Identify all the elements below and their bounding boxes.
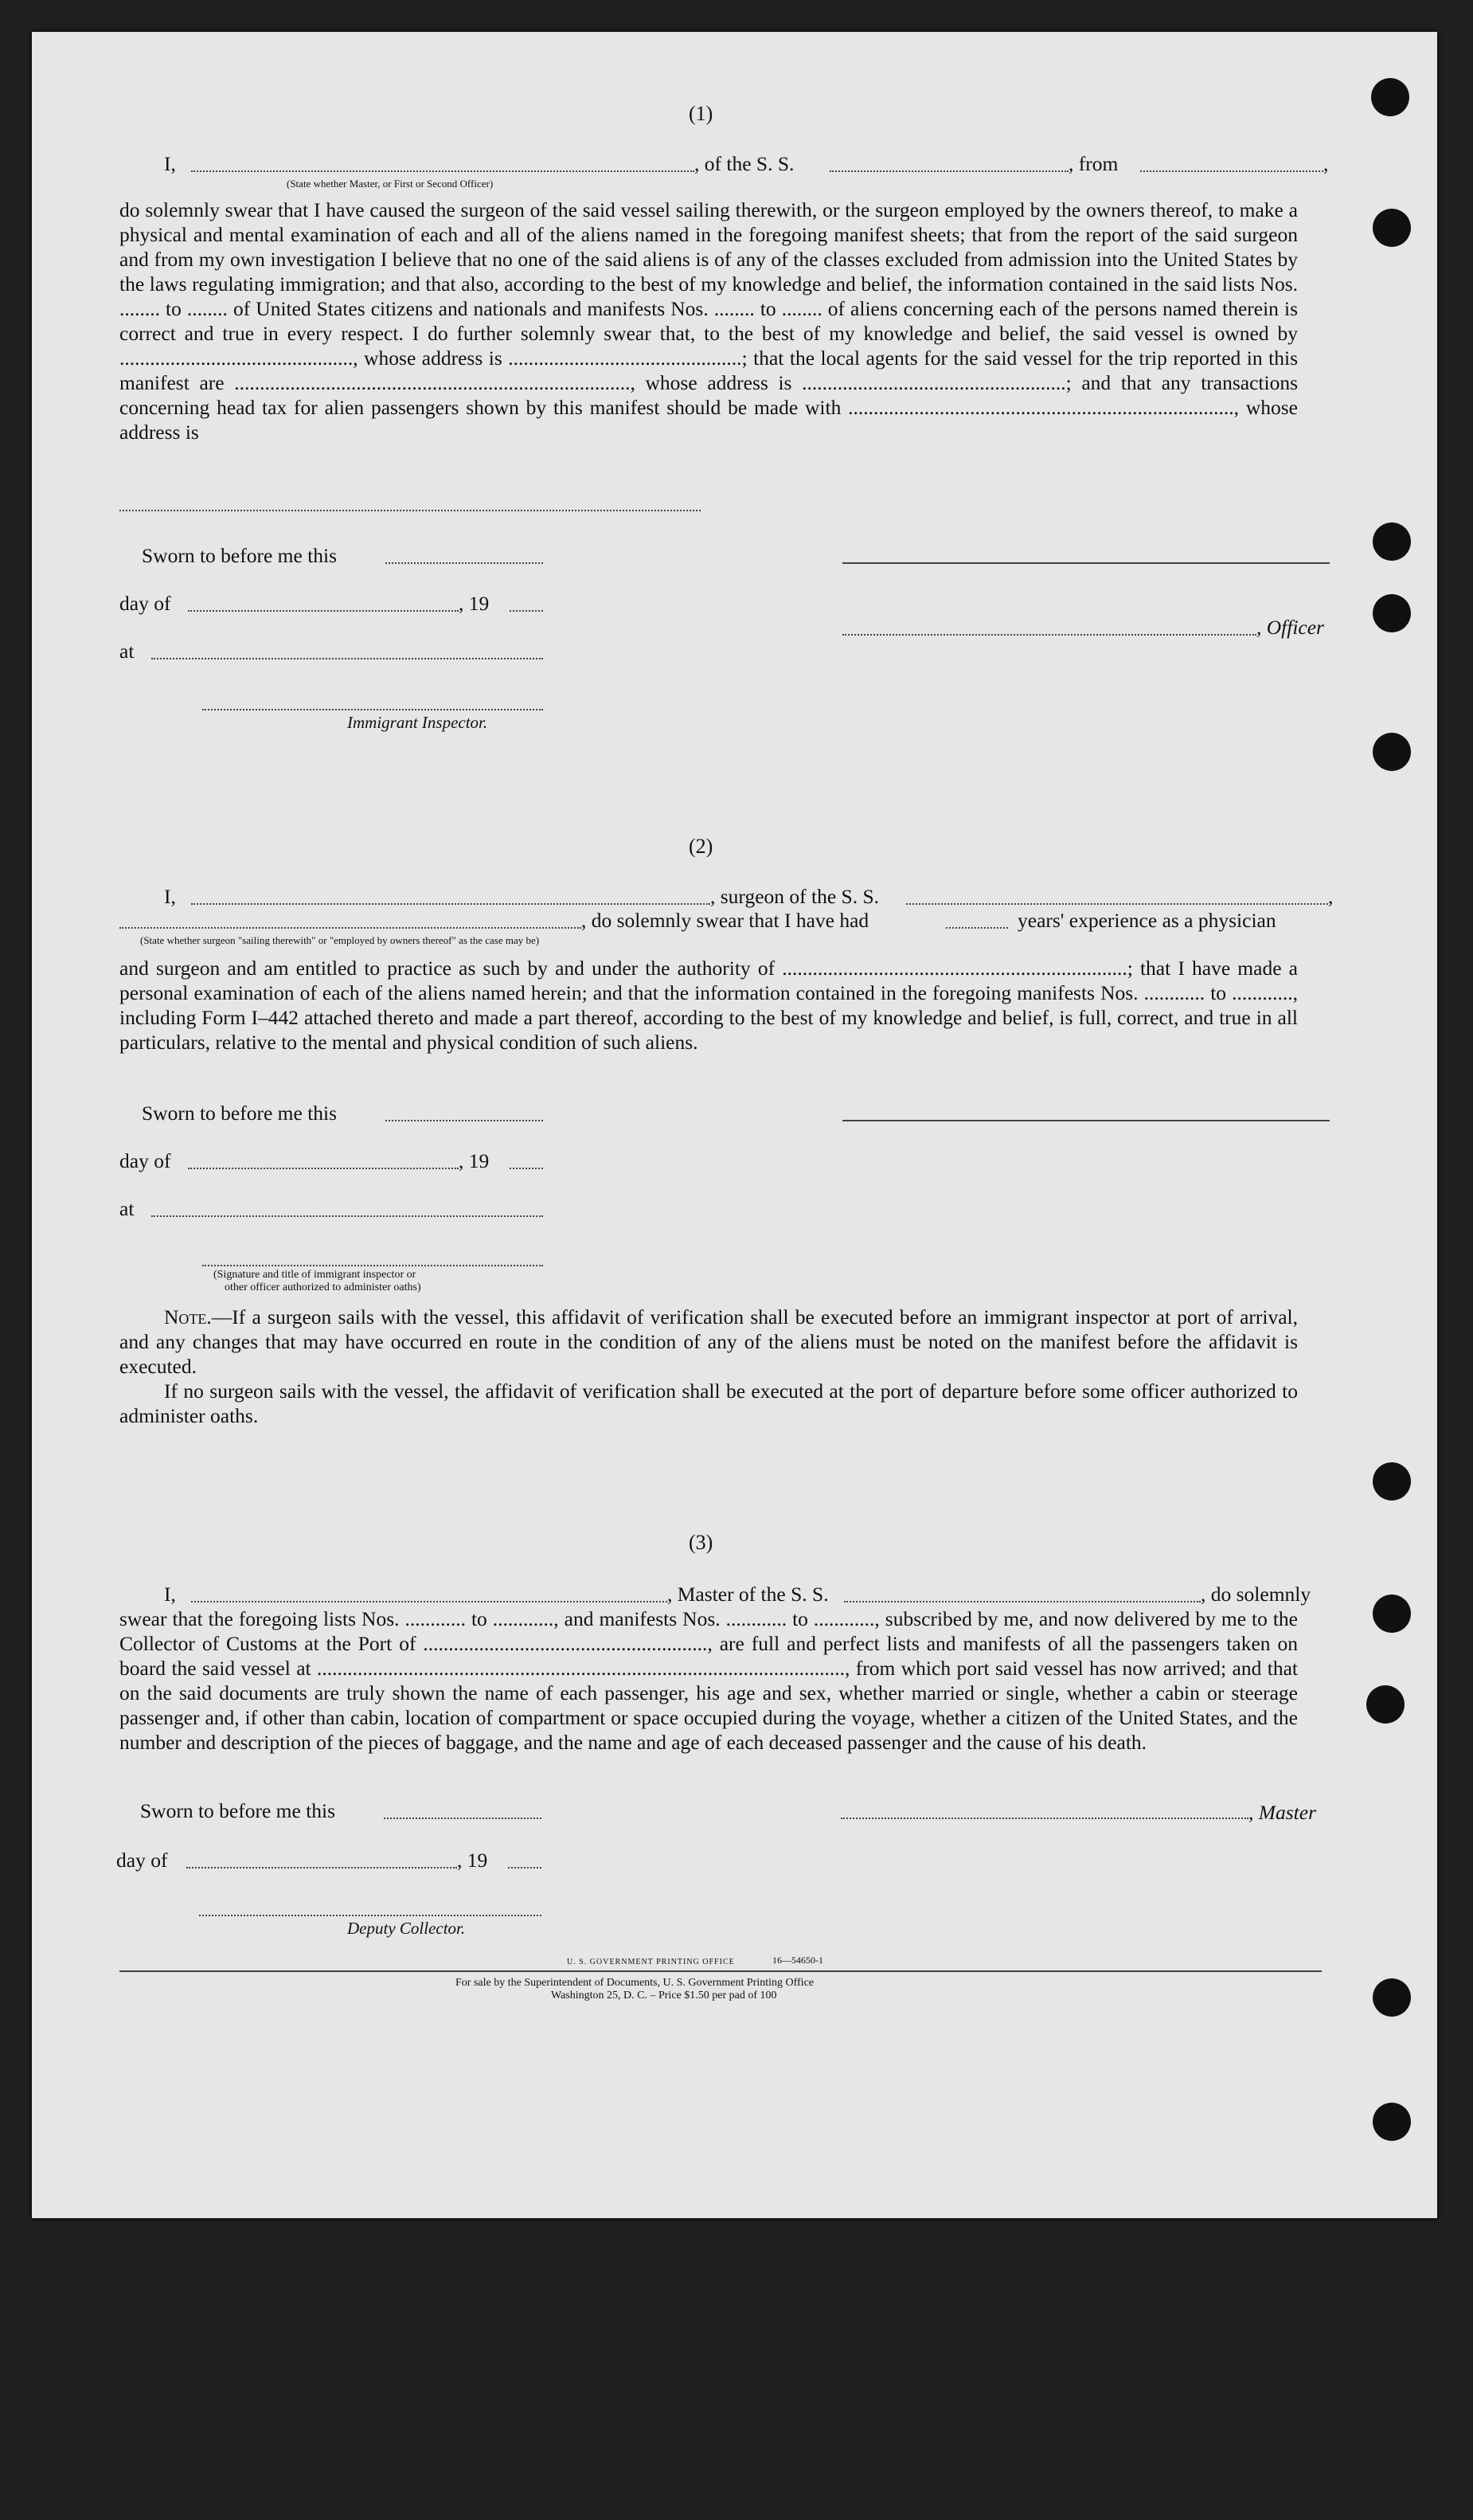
s1-line1-from: , from xyxy=(1069,152,1119,175)
punch-hole-icon xyxy=(1373,1462,1411,1501)
s1-day-of: day of xyxy=(119,592,171,615)
punch-hole-icon xyxy=(1373,2103,1411,2141)
signer-note-line-2: other officer authorized to administer oaths) xyxy=(225,1282,421,1293)
s1-line1-ship: , of the S. S. xyxy=(694,152,795,175)
s2-line1-i: I, xyxy=(164,885,176,908)
officer-signature-line[interactable] xyxy=(842,634,1256,636)
section-3-number: (3) xyxy=(689,1531,713,1554)
punch-hole-icon xyxy=(1373,733,1411,771)
s2-line1-comma: , xyxy=(1328,885,1334,908)
s1-at-place-field[interactable] xyxy=(151,658,543,659)
master-note: (State whether Master, or First or Second Officer) xyxy=(287,178,494,190)
master-title: , Master xyxy=(1248,1801,1316,1824)
punch-hole-icon xyxy=(1373,522,1411,561)
s3-line1-i: I, xyxy=(164,1583,176,1606)
gpo-imprint: U. S. GOVERNMENT PRINTING OFFICE xyxy=(567,1958,735,1966)
s1-sworn: Sworn to before me this xyxy=(142,544,338,567)
s2-line1-ship: , surgeon of the S. S. xyxy=(710,885,880,908)
s3-month-field[interactable] xyxy=(186,1867,457,1868)
punch-hole-icon xyxy=(1373,1978,1411,2017)
s3-line1-swear: , do solemnly xyxy=(1201,1583,1311,1606)
s2-day-of: day of xyxy=(119,1149,171,1172)
section-1-number: (1) xyxy=(689,102,713,125)
punch-hole-icon xyxy=(1373,209,1411,247)
inspector-officer-signature-line[interactable] xyxy=(202,1265,543,1266)
signer-note-line-1: (Signature and title of immigrant inspector or xyxy=(213,1269,416,1281)
surgeon-note: (State whether surgeon "sailing therewith" or "employed by owners thereof" as the case may be) xyxy=(140,934,540,946)
surgeon-type-field[interactable] xyxy=(119,927,581,929)
from-port-field[interactable] xyxy=(1140,170,1323,172)
surgeon-note-paragraph xyxy=(119,1305,1298,1379)
immigrant-inspector-title: Immigrant Inspector. xyxy=(347,713,488,732)
s2-month-field[interactable] xyxy=(188,1168,459,1169)
years-experience-field[interactable] xyxy=(946,927,1008,929)
s2-year-field[interactable] xyxy=(510,1168,543,1169)
manifest-affidavit-page xyxy=(32,32,1437,2218)
s2-year: , 19 xyxy=(459,1149,490,1172)
s3-master-name-field[interactable] xyxy=(191,1601,667,1602)
s1-line1-i: I, xyxy=(164,152,176,175)
s3-ship-name-field[interactable] xyxy=(844,1601,1201,1602)
punch-hole-icon xyxy=(1366,1685,1405,1724)
section-2-body: and surgeon and am entitled to practice as such by and under the authority of ....................................................................; that I have made a personal examination of each of the aliens named herein; and that the information contained in the foregoing manifests Nos. ............ to ............, including Form I–442 attached thereto and made a part thereof, according to the best of my knowledge and belief, is full, correct, and true in all particulars, relative to the mental and physical condition of such aliens. xyxy=(119,957,1298,1054)
ship-name-field[interactable] xyxy=(830,170,1069,172)
deputy-collector-title: Deputy Collector. xyxy=(347,1919,466,1938)
s1-at: at xyxy=(119,640,135,663)
master-signature-line[interactable] xyxy=(841,1818,1248,1819)
s3-line1-ship: , Master of the S. S. xyxy=(667,1583,829,1606)
s2-sworn-date-field[interactable] xyxy=(385,1120,543,1121)
s2-at-place-field[interactable] xyxy=(151,1215,543,1217)
s3-year-field[interactable] xyxy=(508,1867,541,1868)
s2-sworn: Sworn to before me this xyxy=(142,1102,338,1125)
s3-day-of: day of xyxy=(116,1849,168,1872)
s2-at: at xyxy=(119,1197,135,1220)
punch-hole-icon xyxy=(1373,594,1411,632)
s3-year: , 19 xyxy=(457,1849,488,1872)
section-3-body: swear that the foregoing lists Nos. ............ to ............, and manifests Nos. ............ to ............, subscribed by me, and now delivered by me to the Collector of Customs at the Port of ........................................................, are full and perfect lists and manifests of all the passengers taken on board the said vessel at ........................................................................................................, from which port said vessel has now arrived; and that on the said documents are truly shown the name of each passenger, his age and sex, whether married or single, whether a cabin or steerage passenger and, if other than cabin, location of compartment or space occupied during the voyage, whether a citizen of the United States, and the number and description of the pieces of baggage, and the name and age of each deceased passenger and the cause of his death. xyxy=(119,1607,1298,1754)
officer-signature-line-top[interactable] xyxy=(842,562,1330,564)
surgeon-signature-line[interactable] xyxy=(842,1120,1330,1121)
section-2-number: (2) xyxy=(689,835,713,858)
section-1-body: do solemnly swear that I have caused the surgeon of the said vessel sailing therewith, or the surgeon employed by the owners thereof, to make a physical and mental examination of each and all of the aliens named in the foregoing manifest sheets; that from the report of the said surgeon and from my own investigation I believe that no one of the said aliens is of any of the classes excluded from admission into the United States by the laws regulating immigration; and that also, according to the best of my knowledge and belief, the information contained in the said lists Nos. ........ to ........ of United States citizens and nationals and manifests Nos. ........ to ........ of aliens concerning each of the persons named therein is correct and true in every respect. I do further solemnly swear that, to the best of my knowledge and belief, the said vessel is owned by .............................................., whose address is ..............................................; that the local agents for the said vessel for the trip reported in this manifest are .............................................................................., whose address is ....................................................; and that any transactions concerning head tax for alien passengers shown by this manifest should be made with ............................................................................, whose address is xyxy=(119,198,1298,444)
punch-hole-icon xyxy=(1371,78,1409,116)
s2-ship-name-field[interactable] xyxy=(906,903,1328,905)
s1-month-field[interactable] xyxy=(188,610,459,612)
punch-hole-icon xyxy=(1373,1595,1411,1633)
s1-year: , 19 xyxy=(459,592,490,615)
s1-sworn-date-field[interactable] xyxy=(385,562,543,564)
no-surgeon-note-paragraph: If no surgeon sails with the vessel, the affidavit of verification shall be executed at the port of departure before some officer authorized to administer oaths. xyxy=(119,1379,1298,1427)
master-name-field[interactable] xyxy=(191,170,694,172)
officer-title: , Officer xyxy=(1256,616,1324,639)
address-continuation-line[interactable] xyxy=(119,510,701,511)
surgeon-name-field[interactable] xyxy=(191,903,710,905)
s2-line2-years: years' experience as a physician xyxy=(1018,909,1276,932)
s3-sworn: Sworn to before me this xyxy=(140,1799,336,1822)
s3-sworn-date-field[interactable] xyxy=(384,1818,541,1819)
sale-notice-line-1: For sale by the Superintendent of Documents, U. S. Government Printing Office xyxy=(455,1977,814,1989)
form-number: 16—54650-1 xyxy=(772,1955,823,1966)
sale-notice-line-2: Washington 25, D. C. – Price $1.50 per pad of 100 xyxy=(551,1990,777,2002)
s1-line1-comma: , xyxy=(1323,152,1329,175)
footer-divider xyxy=(119,1970,1322,1972)
s1-year-field[interactable] xyxy=(510,610,543,612)
note-text: —If a surgeon sails with the vessel, this affidavit of verification shall be executed before an immigrant inspector at port of arrival, and any changes that may have occurred en route in the condition of any of the aliens must be noted on the manifest before the affidavit is executed. xyxy=(119,1305,1298,1378)
s2-line2-swear: , do solemnly swear that I have had xyxy=(581,909,869,932)
note-label: Note. xyxy=(164,1305,212,1328)
